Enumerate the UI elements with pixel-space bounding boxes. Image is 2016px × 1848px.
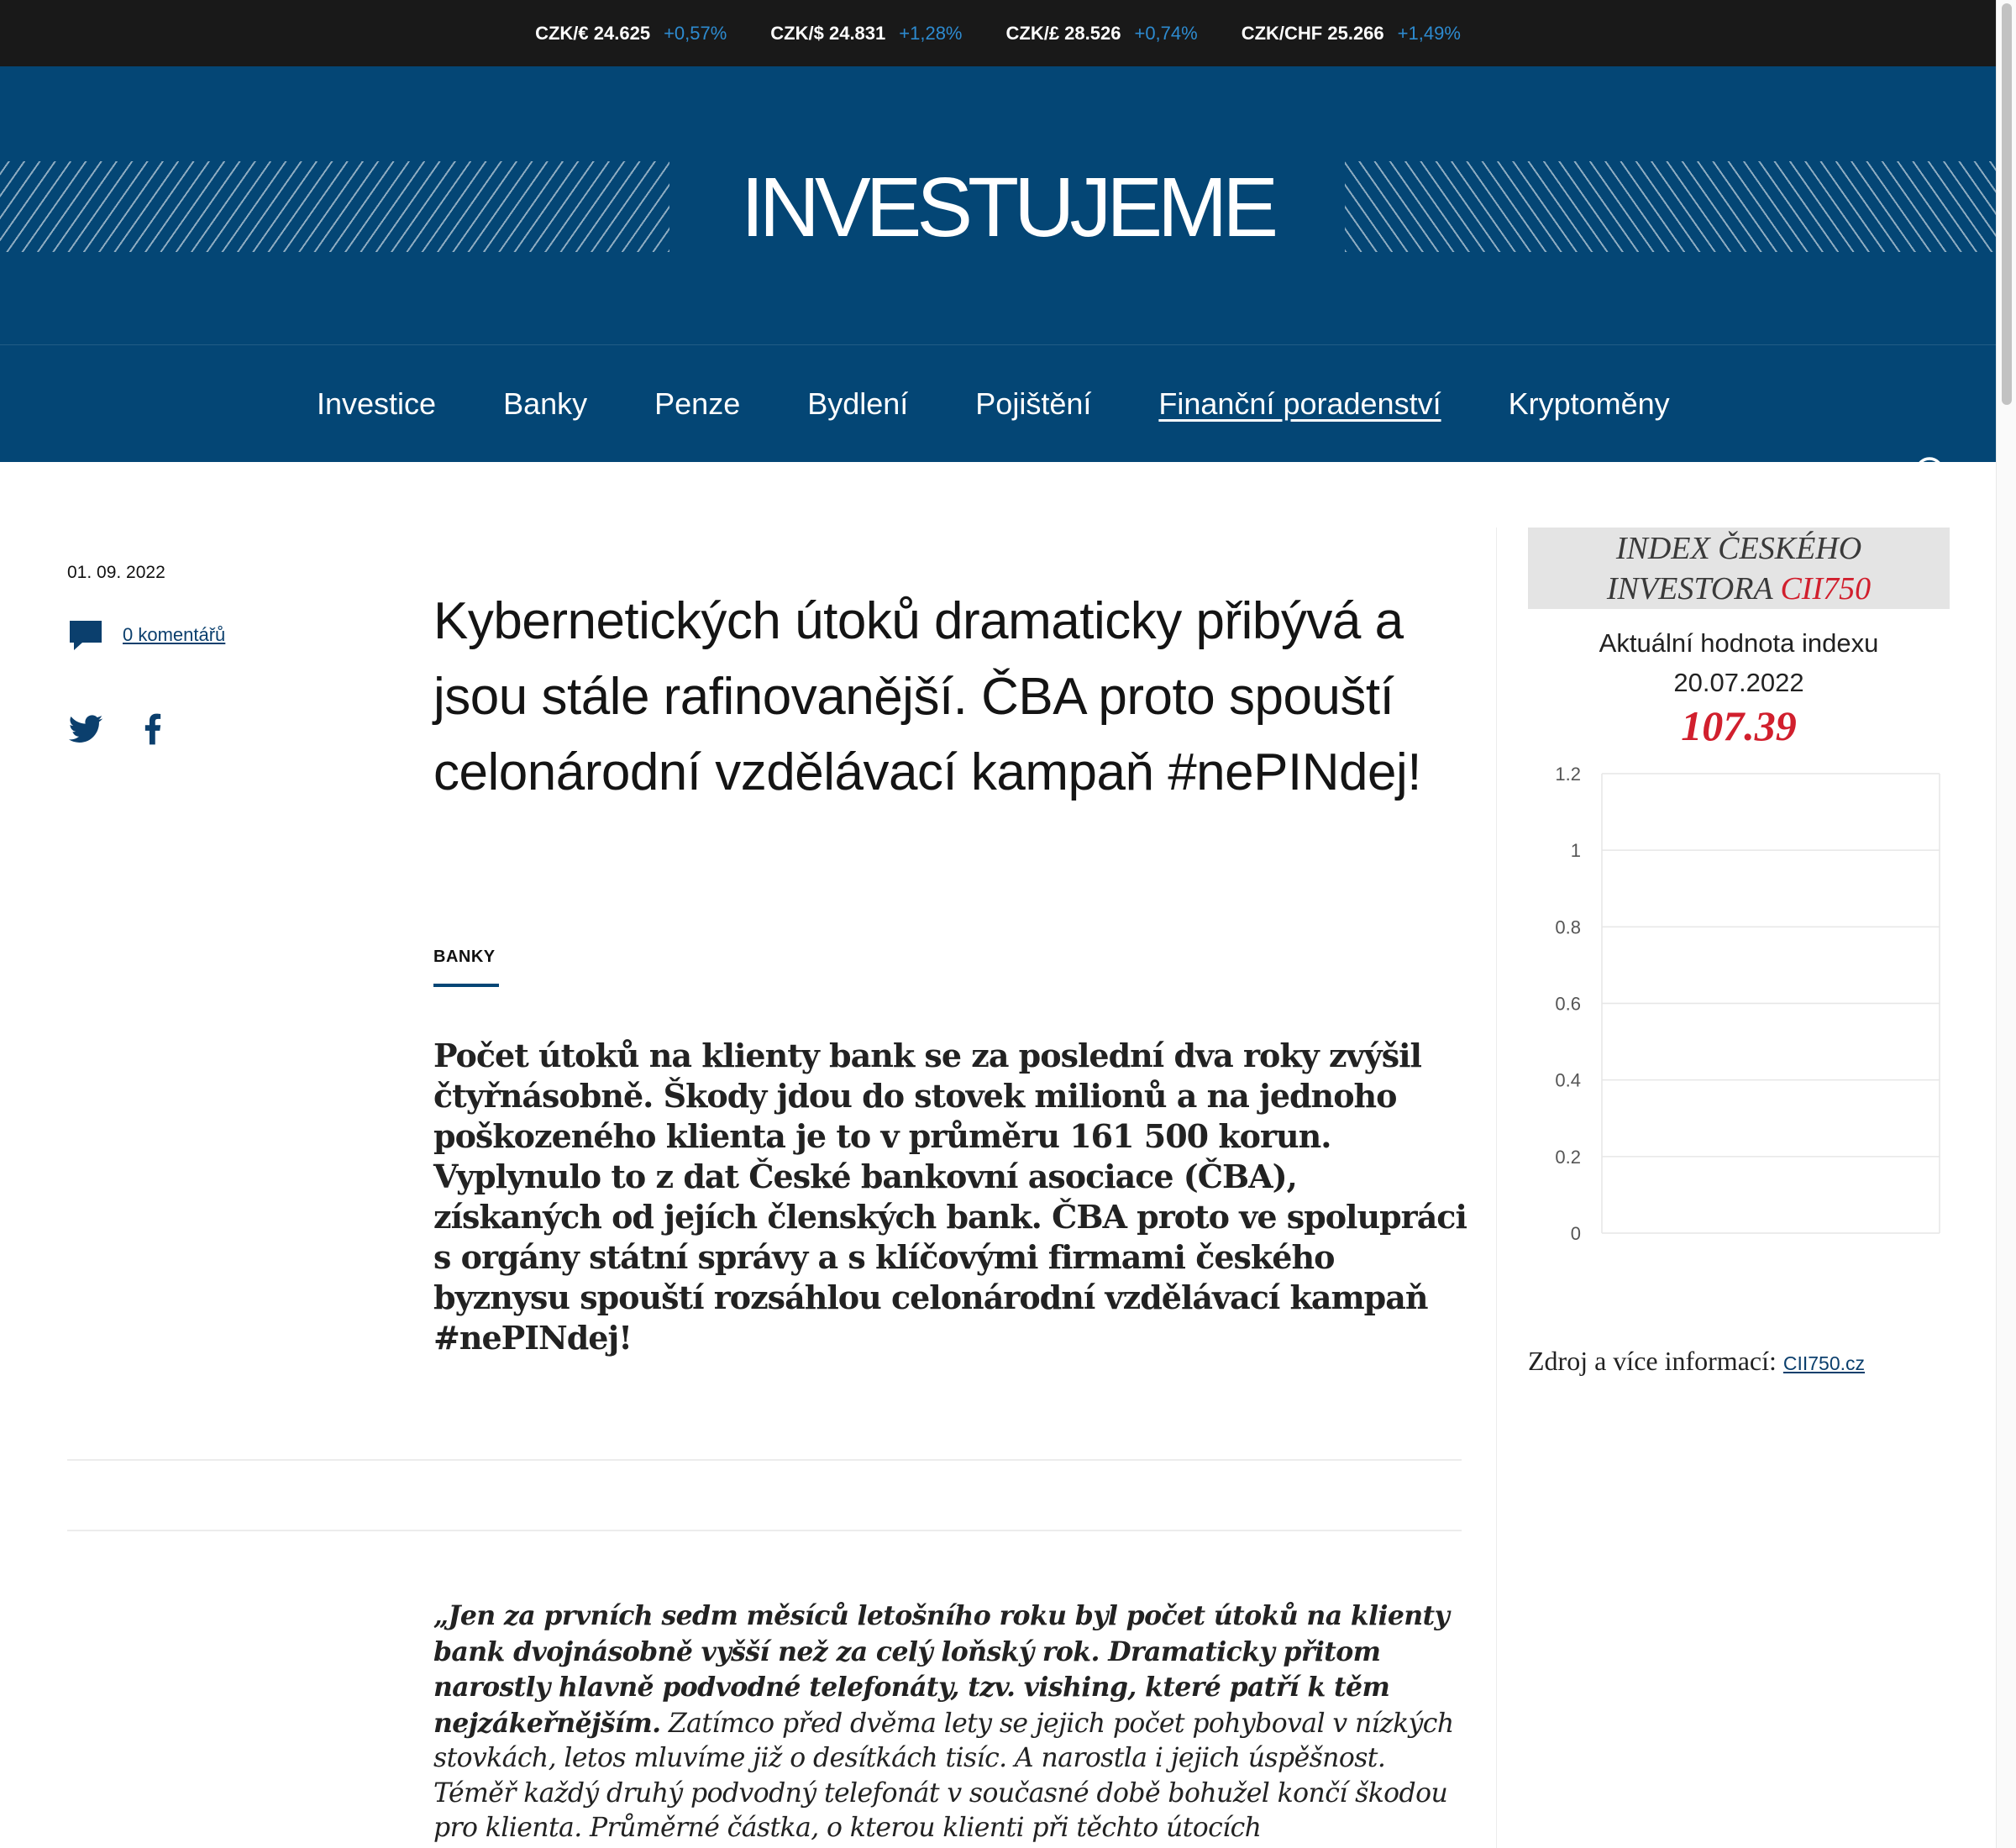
article-category[interactable]: BANKY [433,948,496,966]
ticker-pair: CZK/CHF 25.266 [1241,22,1384,44]
sidebar-separator [1496,528,1497,1848]
nav-item-financni-poradenstvi[interactable]: Finanční poradenství [1158,386,1441,421]
chart-ytick-label: 0.6 [1555,993,1581,1015]
scrollbar-thumb[interactable] [2002,3,2012,405]
ticker-pair: CZK/$ 24.831 [770,22,886,44]
decorative-stripes-left [0,161,669,252]
ticker-pair: CZK/£ 28.526 [1005,22,1121,44]
decorative-stripes-right [1345,161,1996,252]
index-code: CII750 [1780,571,1872,606]
ticker-item [1242,23,1461,45]
divider [67,1530,1462,1531]
index-chart [1528,756,1950,1252]
index-widget-title [1528,528,1950,609]
ticker-change: +1,49% [1397,22,1461,44]
article-header [433,584,1460,811]
ticker-change: +1,28% [899,22,963,44]
article-quote [433,1599,1467,1846]
main-nav [0,344,1996,462]
twitter-icon[interactable] [67,711,104,748]
ticker-item [535,23,727,45]
index-subtitle: Aktuální hodnota indexu [1599,628,1879,658]
site-logo[interactable]: INVESTUJEME [740,160,1274,255]
nav-item-investice[interactable]: Investice [317,386,437,421]
chart-ytick-label: 1.2 [1555,764,1581,785]
index-title-line1: INDEX ČESKÉHO [1615,531,1862,566]
ticker-item [770,23,962,45]
quote-bold: „Jen za prvních sedm měsíců letošního roku byl počet útoků na klienty bank dvojnásobně vyšší než za celý loňský rok. Dramaticky přitom narostly hlavně podvodné telefonáty, tzv. vishing, které patří k těm nejzákeřnějším. [433,1600,1450,1739]
ticker-change: +0,57% [664,22,727,44]
chart-ytick-label: 0 [1570,1223,1581,1244]
site-header [0,66,1996,462]
article-perex: Počet útoků na klienty bank se za poslední dva roky zvýšil čtyřnásobně. Škody jdou do stovek milionů a na jednoho poškozeného klienta je to v průměru 161 500 korun. Vyplynulo to z dat České bankovní asociace (ČBA), získaných od jejích členských bank. ČBA proto ve spolupráci s orgány státní správy a s klíčovými firmami českého byznysu spouští rozsáhlou celonárodní vzdělávací kampaň #nePINdej! [433,1037,1467,1357]
search-button[interactable] [1914,455,1950,492]
chart-ytick-label: 0.4 [1555,1069,1581,1091]
source-link[interactable]: CII750.cz [1782,1352,1866,1374]
page-scrollbar[interactable] [1996,0,2016,1848]
category-underline [433,984,499,987]
nav-item-pojisteni[interactable]: Pojištění [975,386,1092,421]
chart-grid [1555,764,1940,1244]
currency-ticker [0,0,1996,66]
ticker-item [1006,23,1198,45]
article-title: Kybernetických útoků dramaticky přibývá a jsou stále rafinovanější. ČBA proto spouští celonárodní vzdělávací kampaň #nePINdej! [433,592,1421,801]
comments [67,618,225,652]
index-value: 107.39 [1681,702,1797,749]
chart-ytick-label: 0.8 [1555,916,1581,938]
index-source [1528,1346,1865,1377]
nav-item-bydleni[interactable]: Bydlení [807,386,909,421]
search-icon [1914,455,1950,492]
index-title-line2 [1528,569,1950,609]
ticker-change: +0,74% [1134,22,1198,44]
chart-ytick-label: 1 [1570,840,1581,862]
chart-ytick-label: 0.2 [1555,1146,1581,1168]
ticker-pair: CZK/€ 24.625 [535,22,651,44]
nav-items [317,386,1670,422]
article-date: 01. 09. 2022 [67,563,165,582]
quote-text: Zatímco před dvěma lety se jejich počet pohyboval v nízkých stovkách, letos mluvíme již o desítkách tisíc. A narostla i jejich úspěšnost. Téměř každý druhý podvodný telefonát v současné době bohužel končí škodou pro klienta. Průměrné částka, o kterou klienti při těchto útocích [433,1708,1454,1843]
nav-item-penze[interactable]: Penze [654,386,741,421]
divider [67,1459,1462,1461]
nav-item-kryptomeny[interactable]: Kryptoměny [1508,386,1670,421]
comments-link[interactable]: 0 komentářů [123,624,226,645]
index-date: 20.07.2022 [1673,668,1804,697]
comment-icon[interactable] [67,618,104,652]
index-title-word: INVESTORA [1606,571,1772,606]
social-share [67,711,171,748]
facebook-icon[interactable] [134,711,171,748]
source-label: Zdroj a více informací: [1528,1346,1777,1376]
nav-item-banky[interactable]: Banky [503,386,588,421]
